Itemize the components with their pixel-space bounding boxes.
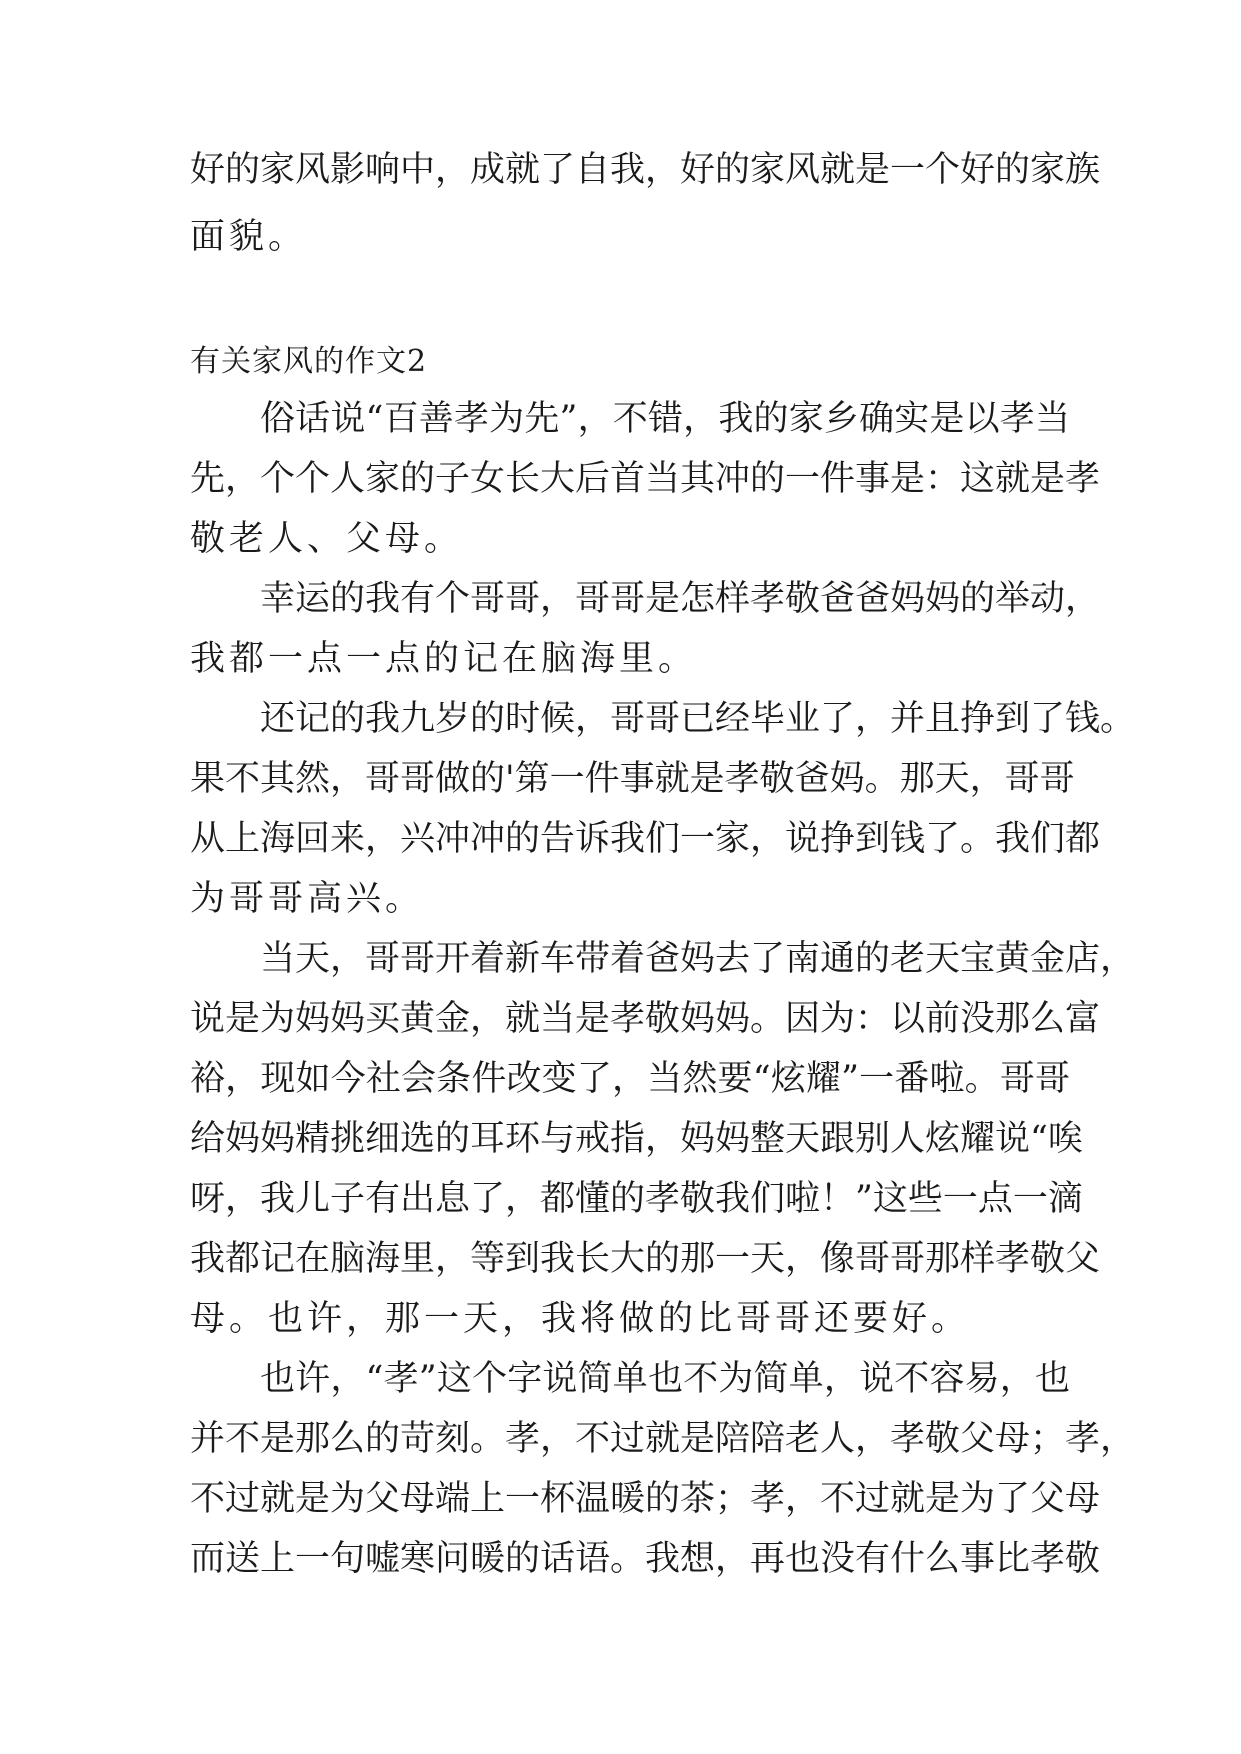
paragraph-line: 母。也许，那一天，我将做的比哥哥还要好。 [190, 1299, 971, 1339]
paragraph-line: 还记的我九岁的时候，哥哥已经毕业了，并且挣到了钱。 [260, 699, 1136, 739]
paragraph-line: 给妈妈精挑细选的耳环与戒指，妈妈整天跟别人炫耀说“唉 [190, 1119, 1083, 1159]
paragraph-line: 我都一点一点的记在脑海里。 [190, 639, 698, 679]
paragraph-line: 从上海回来，兴冲冲的告诉我们一家，说挣到钱了。我们都 [190, 819, 1101, 859]
paragraph-line: 说是为妈妈买黄金，就当是孝敬妈妈。因为：以前没那么富 [190, 999, 1101, 1039]
paragraph-line: 俗话说“百善孝为先”，不错，我的家乡确实是以孝当 [260, 399, 1070, 439]
paragraph-line: 不过就是为父母端上一杯温暖的茶；孝，不过就是为了父母 [190, 1479, 1101, 1519]
paragraph-line: 而送上一句嘘寒问暖的话语。我想，再也没有什么事比孝敬 [190, 1539, 1101, 1579]
paragraph-line: 我都记在脑海里，等到我长大的那一天，像哥哥那样孝敬父 [190, 1239, 1101, 1279]
paragraph-line: 呀，我儿子有出息了，都懂的孝敬我们啦！”这些一点一滴 [190, 1179, 1083, 1219]
paragraph-line: 果不其然，哥哥做的'第一件事就是孝敬爸妈。那天，哥哥 [190, 759, 1075, 799]
paragraph-line: 为哥哥高兴。 [190, 879, 425, 919]
paragraph-line: 当天，哥哥开着新车带着爸妈去了南通的老天宝黄金店， [260, 939, 1136, 979]
text-line: 好的家风影响中，成就了自我，好的家风就是一个好的家族 [190, 150, 1101, 190]
paragraph-line: 敬老人、父母。 [190, 519, 464, 559]
paragraph-line: 并不是那么的苛刻。孝，不过就是陪陪老人，孝敬父母；孝， [190, 1419, 1136, 1459]
paragraph-line: 幸运的我有个哥哥，哥哥是怎样孝敬爸爸妈妈的举动， [260, 579, 1101, 619]
text-line: 面貌。 [190, 217, 308, 257]
paragraph-line: 裕，现如今社会条件改变了，当然要“炫耀”一番啦。哥哥 [190, 1059, 1070, 1099]
paragraph-line: 先，个个人家的子女长大后首当其冲的一件事是：这就是孝 [190, 459, 1101, 499]
section-title: 有关家风的作文2 [190, 344, 428, 379]
paragraph-line: 也许，“孝”这个字说简单也不为简单，说不容易，也 [260, 1359, 1070, 1399]
